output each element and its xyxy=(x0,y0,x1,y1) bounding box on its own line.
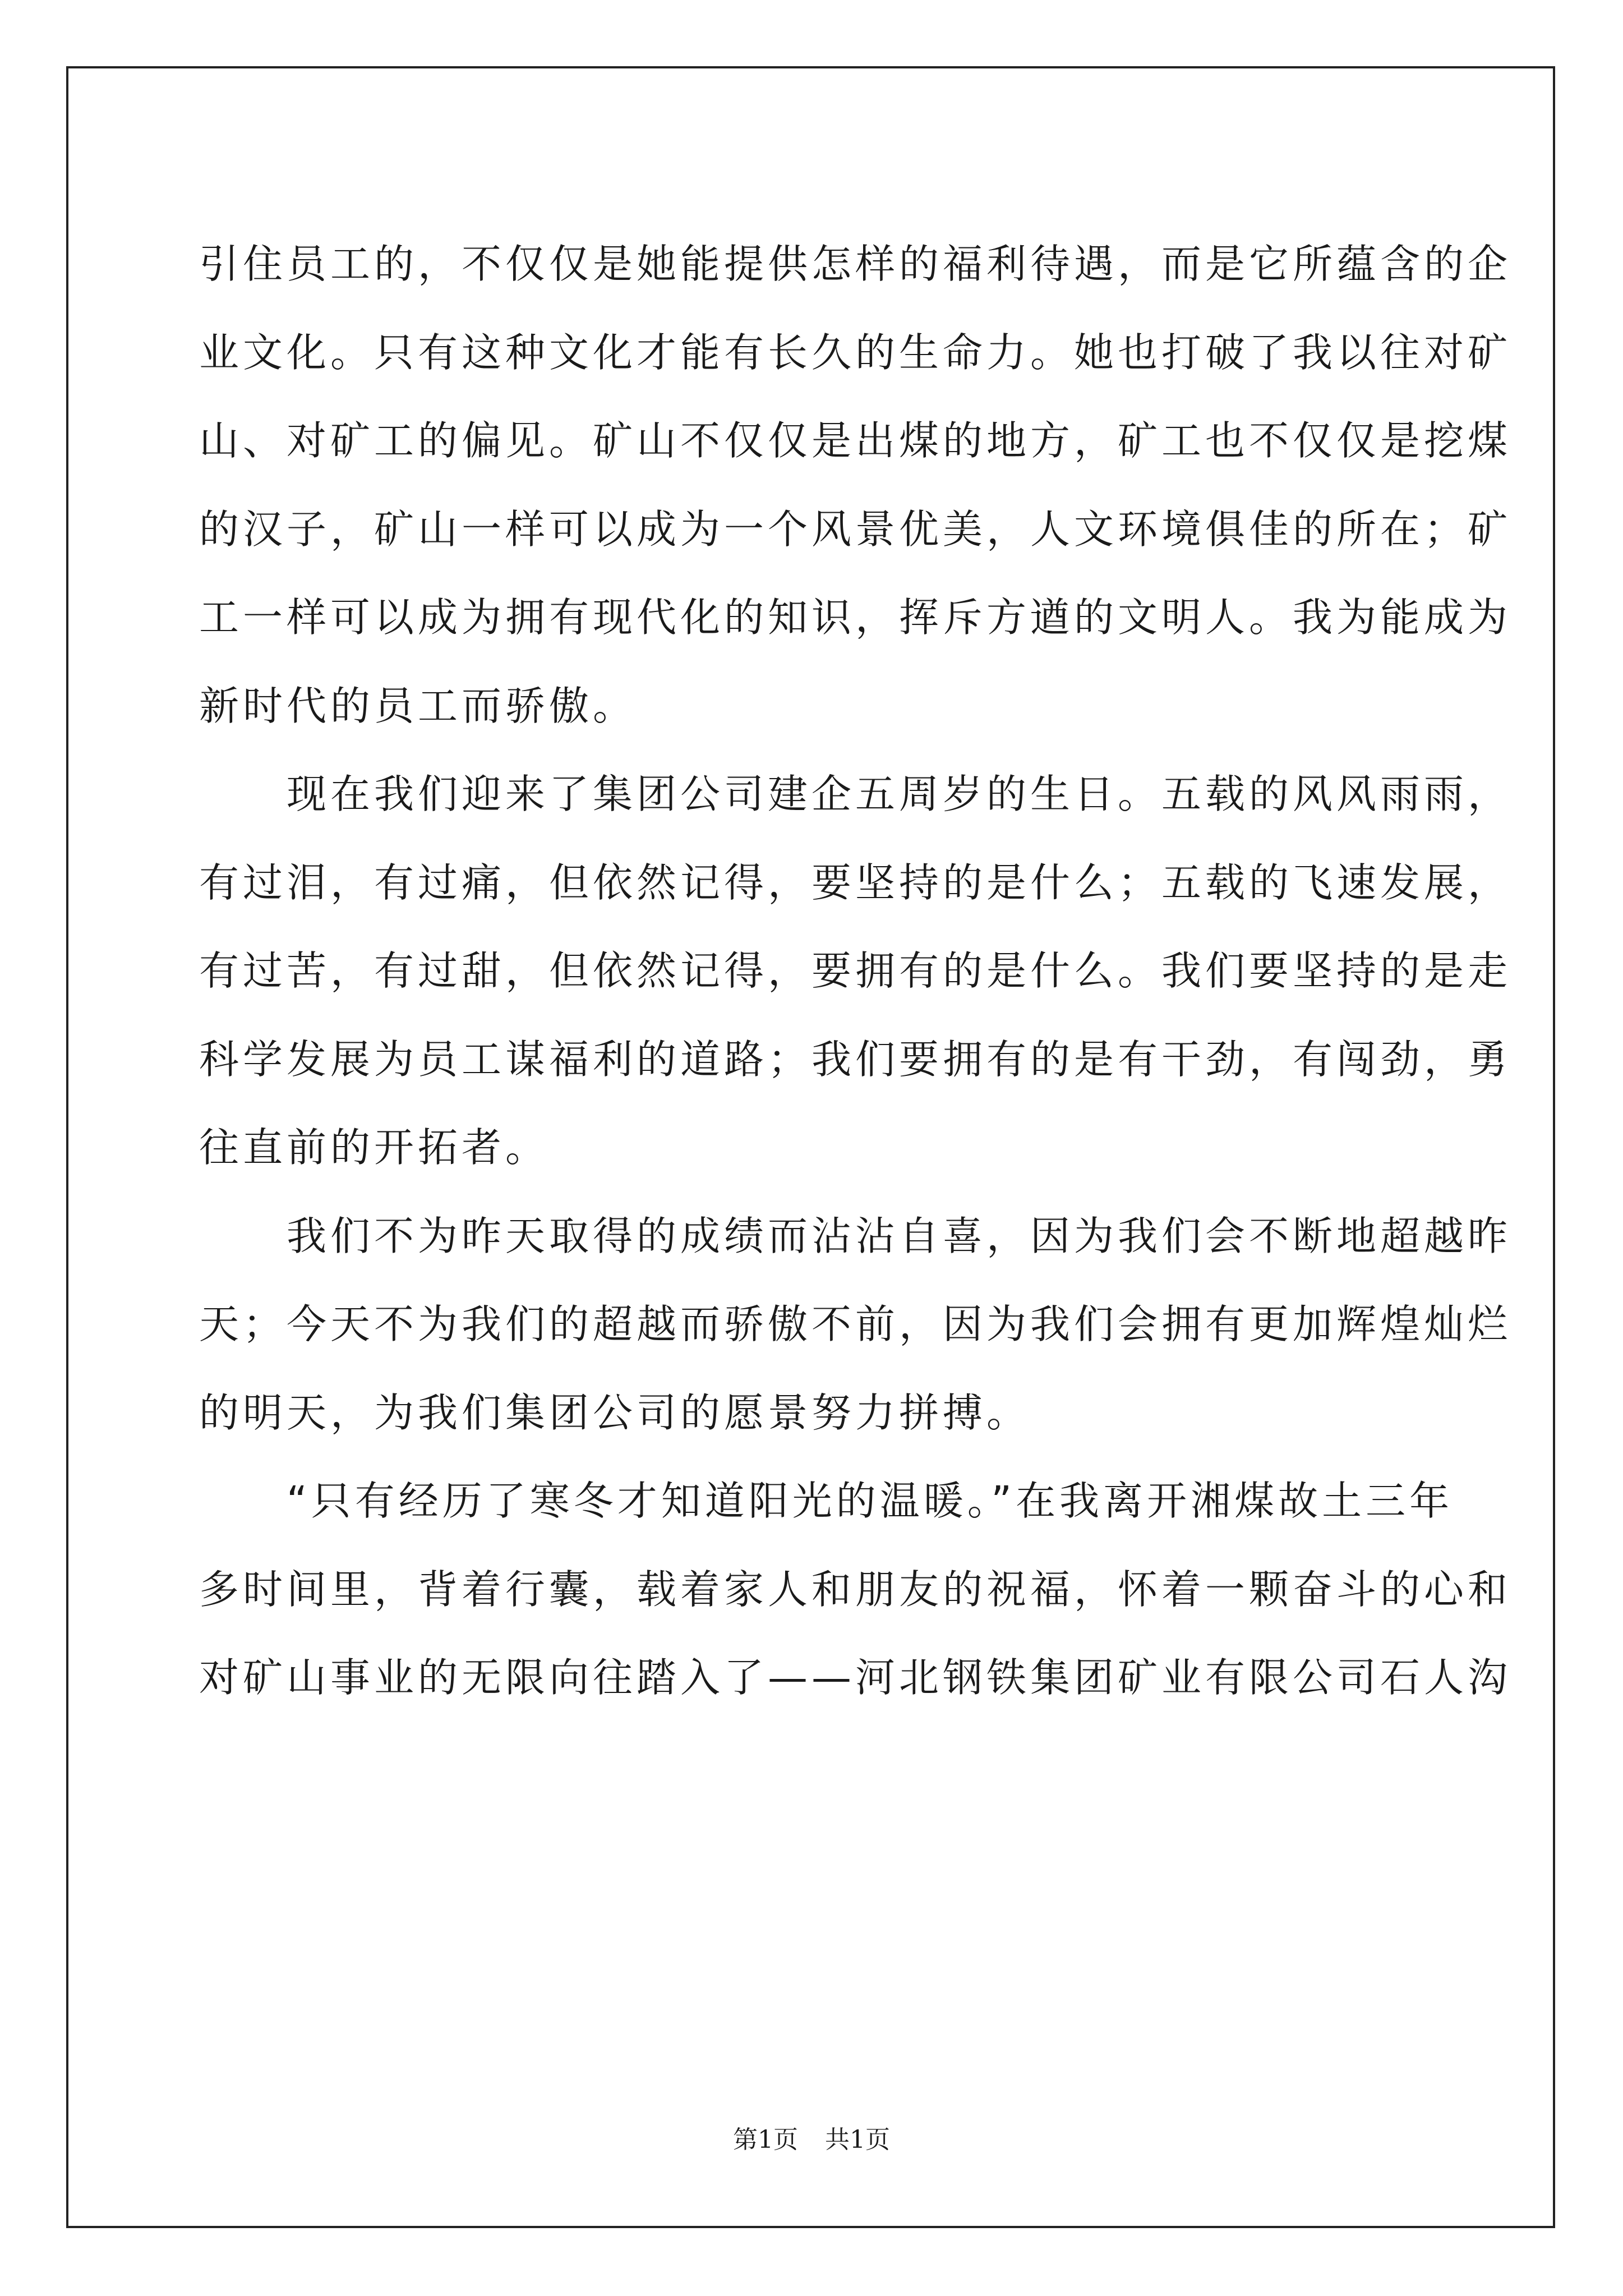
page-number: 第1页 xyxy=(733,2125,798,2154)
text-line: 有过泪，有过痛，但依然记得，要坚持的是什么；五载的飞速发展， xyxy=(199,859,1512,906)
text-line: 往直前的开拓者。 xyxy=(199,1124,550,1171)
page-footer xyxy=(0,2119,1623,2155)
text-line: 引住员工的，不仅仅是她能提供怎样的福利待遇，而是它所蕴含的企 xyxy=(199,241,1512,287)
text-line: 现在我们迎来了集团公司建企五周岁的生日。五载的风风雨雨， xyxy=(199,771,1512,817)
text-line: 工一样可以成为拥有现代化的知识，挥斥方遒的文明人。我为能成为 xyxy=(199,594,1512,641)
text-line: 对矿山事业的无限向往踏入了——河北钢铁集团矿业有限公司石人沟 xyxy=(199,1654,1512,1701)
text-line: 山、对矿工的偏见。矿山不仅仅是出煤的地方，矿工也不仅仅是挖煤 xyxy=(199,417,1512,464)
text-line: 多时间里，背着行囊，载着家人和朋友的祝福，怀着一颗奋斗的心和 xyxy=(199,1566,1512,1613)
text-line: 的汉子，矿山一样可以成为一个风景优美，人文环境俱佳的所在；矿 xyxy=(199,505,1512,553)
text-line: 业文化。只有这种文化才能有长久的生命力。她也打破了我以往对矿 xyxy=(199,329,1512,376)
page-total: 共1页 xyxy=(825,2125,890,2154)
text-line: “只有经历了寒冬才知道阳光的温暖。”在我离开湘煤故土三年 xyxy=(199,1478,1454,1524)
text-line: 我们不为昨天取得的成绩而沾沾自喜，因为我们会不断地超越昨 xyxy=(199,1212,1512,1259)
document-body xyxy=(199,220,1512,1722)
text-line: 天；今天不为我们的超越而骄傲不前，因为我们会拥有更加辉煌灿烂 xyxy=(199,1301,1512,1347)
text-line: 的明天，为我们集团公司的愿景努力拼搏。 xyxy=(199,1389,1031,1436)
text-line: 科学发展为员工谋福利的道路；我们要拥有的是有干劲，有闯劲，勇 xyxy=(199,1036,1512,1083)
text-line: 有过苦，有过甜，但依然记得，要拥有的是什么。我们要坚持的是走 xyxy=(199,947,1512,994)
text-line: 新时代的员工而骄傲。 xyxy=(199,682,637,729)
